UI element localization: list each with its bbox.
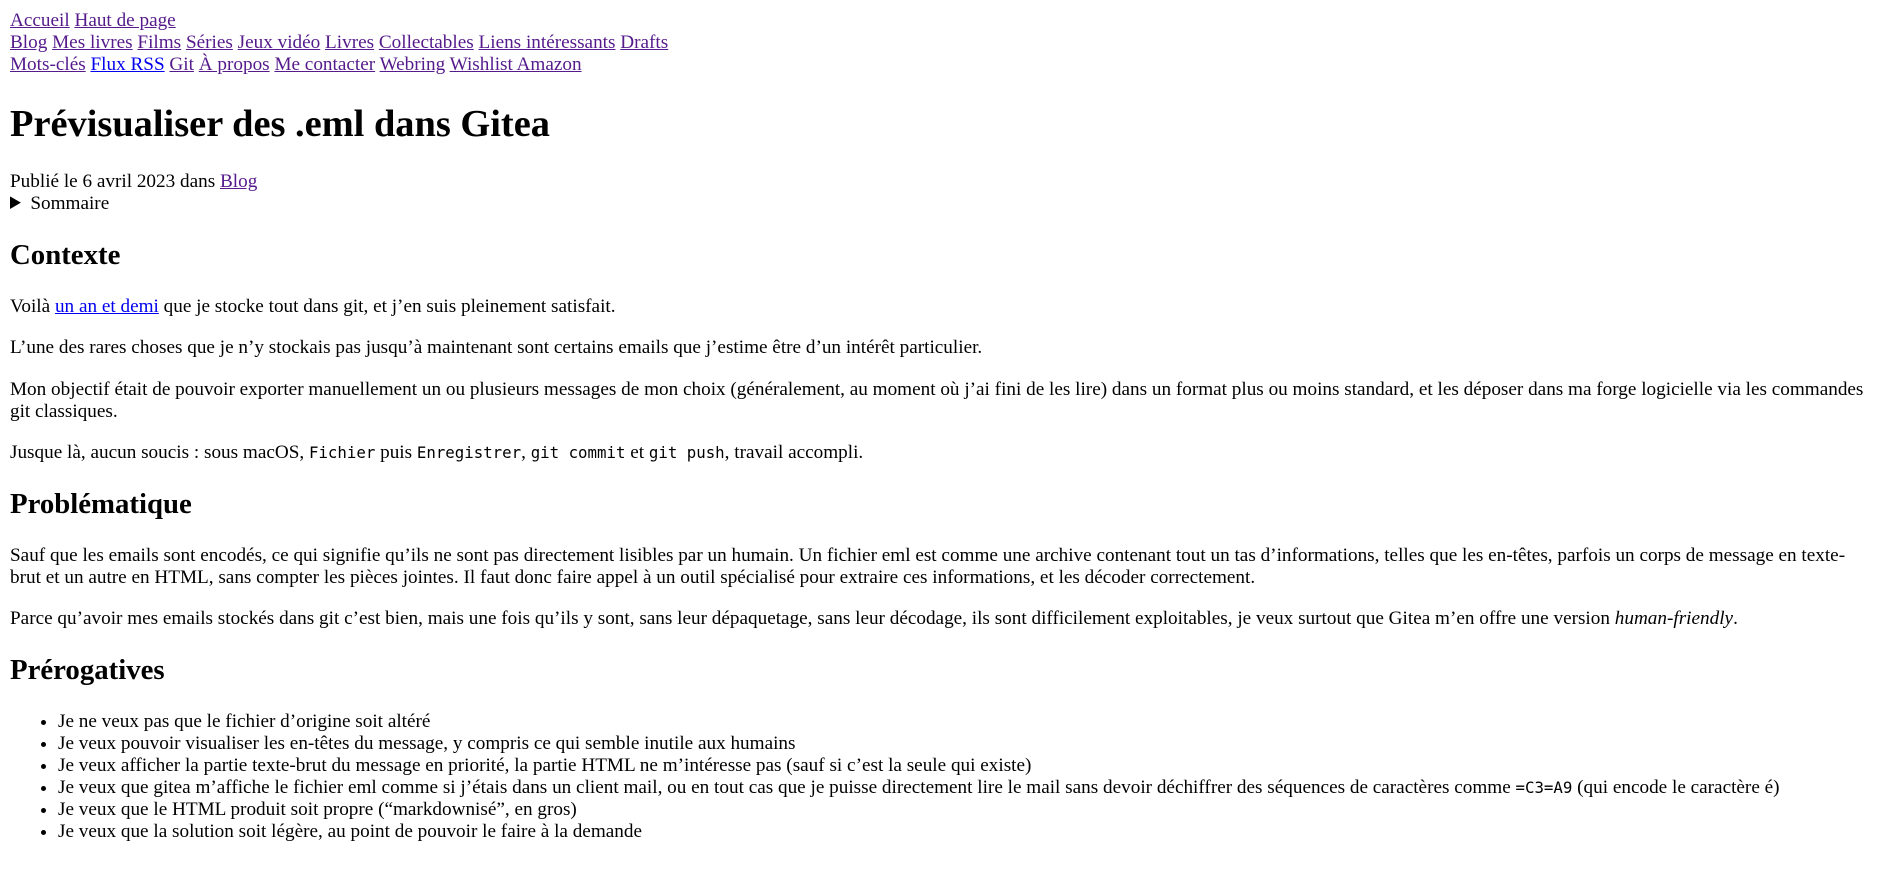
nav-row-categories bbox=[10, 32, 1867, 54]
article-meta: Publié le 6 avril 2023 dans Blog bbox=[10, 171, 258, 193]
nav-link[interactable]: À propos bbox=[198, 54, 270, 75]
list-item: • Je veux que le HTML produit soit propre (“markdownisé”, en gros) bbox=[58, 799, 1867, 821]
paragraph: L’une des rares choses que je n’y stockais pas jusqu’à maintenant sont certains emails que j’estime être d’un intérêt particulier. bbox=[10, 337, 983, 359]
nav-link[interactable]: Haut de page bbox=[74, 10, 176, 31]
inline-code: =C3=A9 bbox=[1515, 777, 1573, 797]
nav-row-secondary bbox=[10, 54, 1867, 76]
nav-link[interactable]: Liens intéressants bbox=[478, 32, 616, 53]
emphasis-text: human-friendly bbox=[1614, 607, 1734, 629]
nav-link[interactable]: Livres bbox=[325, 32, 375, 53]
nav-link[interactable]: Mes livres bbox=[52, 32, 133, 53]
inline-code: git commit bbox=[530, 442, 626, 462]
meta-category-link[interactable]: Blog bbox=[219, 171, 258, 193]
paragraph: Sauf que les emails sont encodés, ce qui signifie qu’ils ne sont pas directement lisibles par un humain. Un fichier eml est comme une archive contenant tout un tas d’informations, telles que les en-têtes, parfois un corps de message en texte-brut et un autre en HTML, sans compter les pièces jointes. Il faut donc faire appel à un outil spécialisé pour extraire ces informations, et les décoder correctement. bbox=[10, 544, 1846, 588]
list-item: • Je veux afficher la partie texte-brut du message en priorité, la partie HTML ne m’intéresse pas (sauf si c’est la seule qui existe) bbox=[58, 755, 1867, 777]
inline-code: Enregistrer bbox=[416, 442, 522, 462]
nav-row-primary bbox=[10, 10, 1867, 32]
inline-code: git push bbox=[648, 442, 725, 462]
paragraph: Parce qu’avoir mes emails stockés dans git c’est bien, mais une fois qu’ils y sont, sans leur dépaquetage, sans leur décodage, ils sont difficilement exploitables, je veux surtout que Gitea m’en offre une version human-friendly. bbox=[10, 607, 1738, 629]
article-body bbox=[10, 239, 1867, 842]
nav-link[interactable]: Blog bbox=[10, 32, 48, 53]
nav-link[interactable]: Wishlist Amazon bbox=[449, 54, 582, 75]
list-item: • Je veux pouvoir visualiser les en-têtes du message, y compris ce qui semble inutile aux humains bbox=[58, 733, 1867, 755]
paragraph: Jusque là, aucun soucis : sous macOS, Fichier puis Enregistrer, git commit et git push, travail accompli. bbox=[10, 441, 864, 463]
list-item: • Je veux que gitea m’affiche le fichier eml comme si j’étais dans un client mail, ou en tout cas que je puisse directement lire le mail sans devoir déchiffrer des séquences de caractères comme =C3=A9 (qui encode le caractère é) bbox=[58, 777, 1867, 799]
nav-link[interactable]: Mots-clés bbox=[10, 54, 86, 75]
nav-link[interactable]: Git bbox=[169, 54, 194, 75]
nav-link[interactable]: Webring bbox=[379, 54, 446, 75]
paragraph: Mon objectif était de pouvoir exporter manuellement un ou plusieurs messages de mon choix (généralement, au moment où j’ai fini de les lire) dans un format plus ou moins standard, et les déposer dans ma forge logicielle via les commandes git classiques. bbox=[10, 378, 1864, 422]
nav-link[interactable]: Séries bbox=[185, 32, 233, 53]
nav-link[interactable]: Me contacter bbox=[274, 54, 376, 75]
section-heading: Problématique bbox=[10, 487, 192, 520]
site-nav bbox=[10, 10, 1867, 76]
paragraph: Voilà un an et demi que je stocke tout dans git, et j’en suis pleinement satisfait. bbox=[10, 296, 616, 318]
list-item: • Je veux que la solution soit légère, au point de pouvoir le faire à la demande bbox=[58, 821, 1867, 843]
nav-link[interactable]: Flux RSS bbox=[90, 54, 165, 75]
nav-link[interactable]: Jeux vidéo bbox=[237, 32, 321, 53]
page-title: Prévisualiser des .eml dans Gitea bbox=[10, 102, 550, 145]
nav-link[interactable]: Films bbox=[137, 32, 182, 53]
summary-details[interactable] bbox=[10, 193, 1867, 215]
requirements-list bbox=[10, 711, 1867, 843]
section-heading: Contexte bbox=[10, 239, 121, 272]
nav-link[interactable]: Drafts bbox=[620, 32, 669, 53]
list-item: • Je ne veux pas que le fichier d’origine soit altéré bbox=[58, 711, 1867, 733]
inline-code: Fichier bbox=[308, 442, 376, 462]
nav-link[interactable]: Accueil bbox=[10, 10, 70, 31]
inline-link[interactable]: un an et demi bbox=[54, 296, 159, 318]
nav-link[interactable]: Collectables bbox=[378, 32, 474, 53]
summary-toggle[interactable]: Sommaire bbox=[30, 193, 110, 215]
section-heading: Prérogatives bbox=[10, 653, 165, 686]
